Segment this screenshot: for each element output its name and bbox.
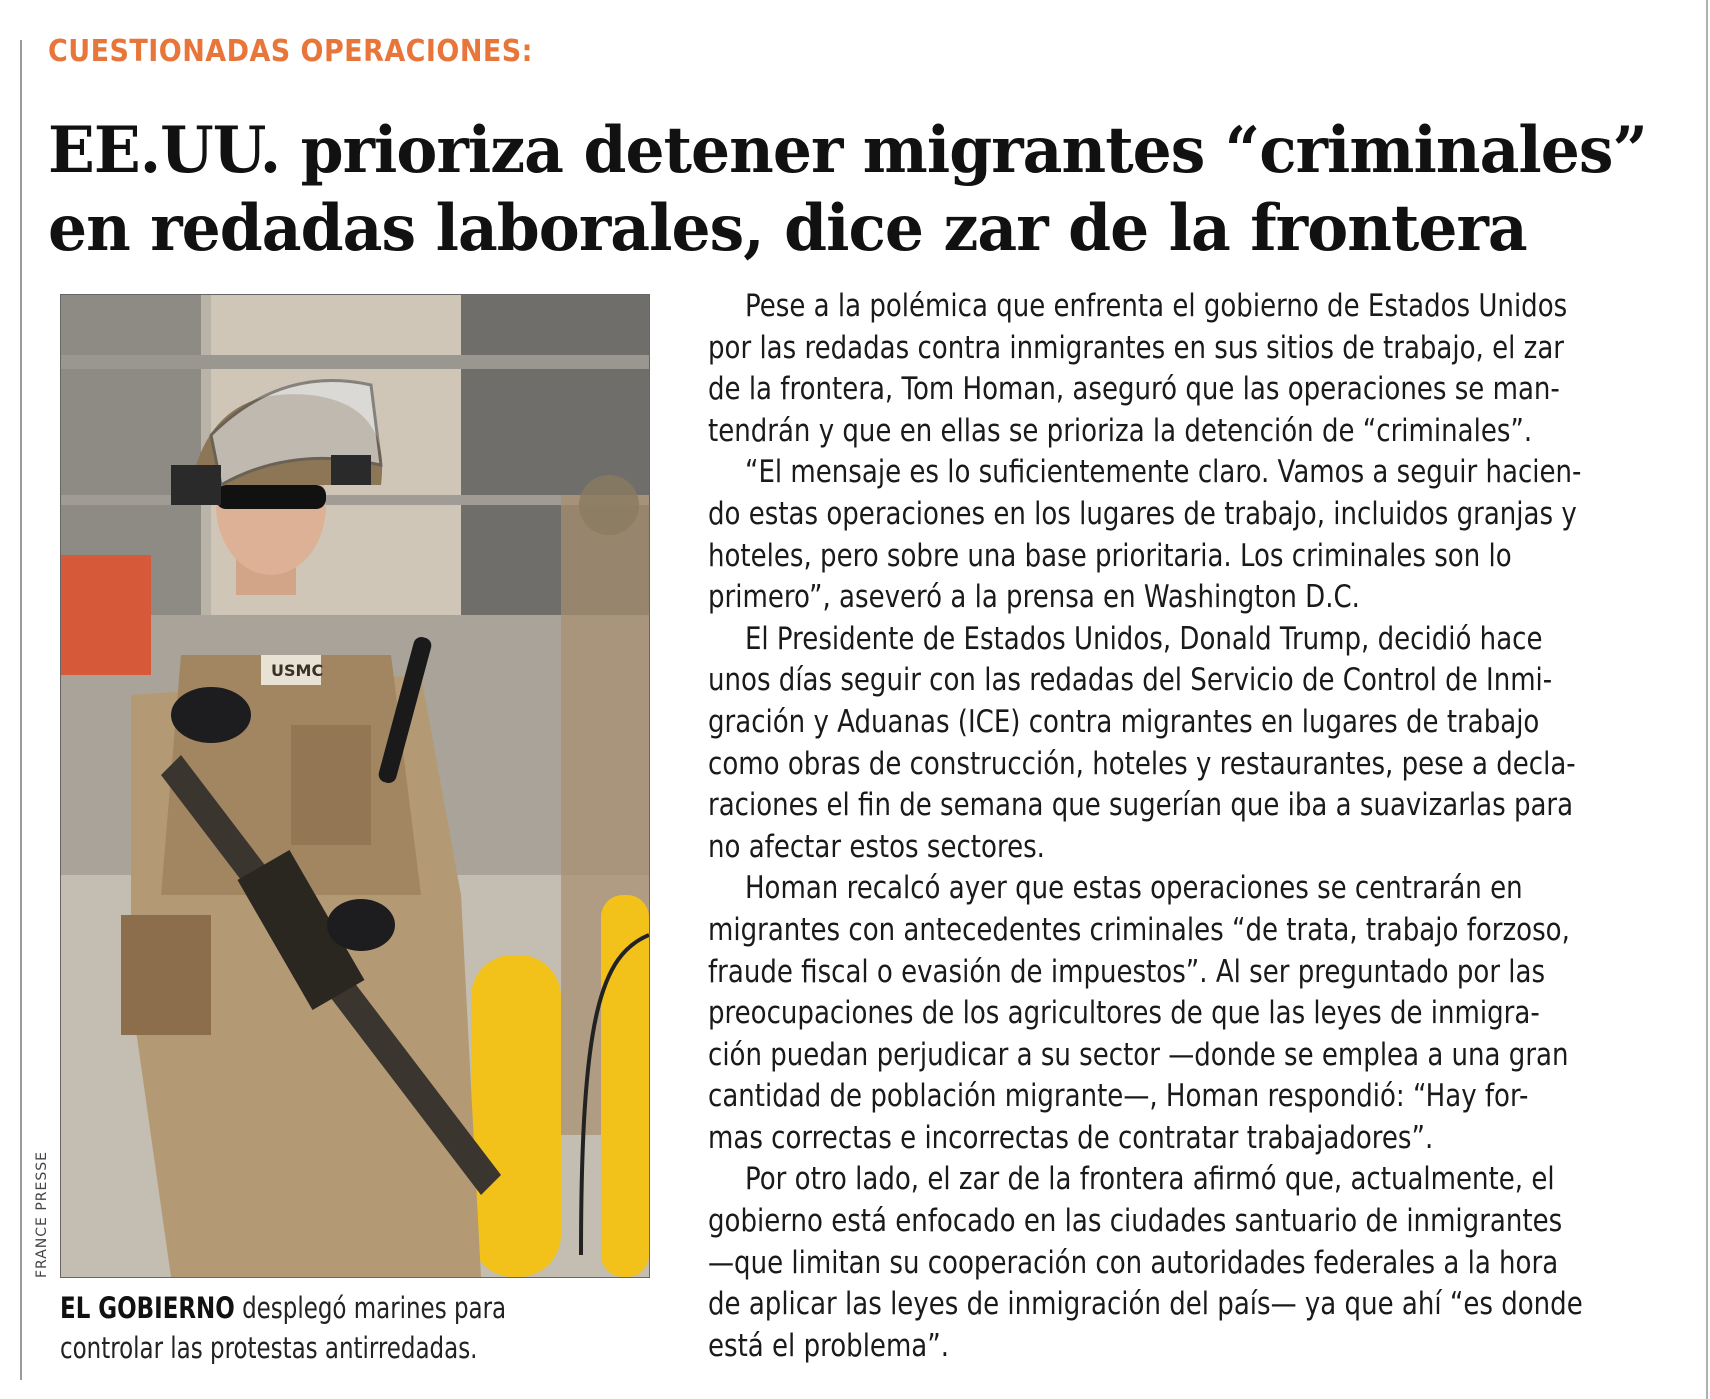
- body-line: gración y Aduanas (ICE) contra migrantes en lugares de trabajo: [708, 703, 1540, 740]
- body-line: primero”, aseveró a la prensa en Washington D.C.: [708, 579, 1360, 616]
- body-line: no afectar estos sectores.: [708, 828, 1045, 865]
- headline-line-2: en redadas laborales, dice zar de la frontera: [48, 191, 1527, 266]
- body-line: —que limitan su cooperación con autoridades federales a la hora: [708, 1244, 1559, 1281]
- body-line: hoteles, pero sobre una base prioritaria. Los criminales son lo: [708, 537, 1512, 574]
- section-kicker: CUESTIONADAS OPERACIONES:: [48, 34, 533, 69]
- article-body: [708, 286, 1688, 1367]
- body-line: de aplicar las leyes de inmigración del país— ya que ahí “es donde: [708, 1286, 1583, 1323]
- body-line: El Presidente de Estados Unidos, Donald Trump, decidió hace: [744, 620, 1543, 657]
- caption-lead: EL GOBIERNO: [60, 1291, 235, 1325]
- caption-line-1-rest: desplegó marines para: [234, 1291, 507, 1325]
- vest-patch-text: USMC: [271, 661, 324, 680]
- page-left-rule: [20, 40, 22, 1380]
- headline: [48, 112, 1648, 268]
- body-line: tendrán y que en ellas se prioriza la detención de “criminales”.: [708, 412, 1533, 449]
- photo-credit: FRANCE PRESSE: [34, 1151, 50, 1278]
- photo-caption: [60, 1288, 660, 1368]
- news-photo-marine: [60, 294, 650, 1278]
- marine-illustration: [61, 295, 649, 1277]
- body-line: por las redadas contra inmigrantes en sus sitios de trabajo, el zar: [708, 329, 1564, 366]
- body-line: como obras de construcción, hoteles y restaurantes, pese a decla-: [708, 745, 1576, 782]
- caption-line-1: [60, 1288, 588, 1328]
- caption-line-2: controlar las protestas antirredadas.: [60, 1331, 478, 1365]
- body-line: raciones el fin de semana que sugerían que iba a suavizarlas para: [708, 787, 1574, 824]
- body-line: Homan recalcó ayer que estas operaciones se centrarán en: [744, 870, 1523, 907]
- body-line: gobierno está enfocado en las ciudades santuario de inmigrantes: [708, 1203, 1563, 1240]
- body-line: preocupaciones de los agricultores de que las leyes de inmigra-: [708, 995, 1540, 1032]
- body-line: cantidad de población migrante—, Homan respondió: “Hay for-: [708, 1078, 1529, 1115]
- body-line: mas correctas e incorrectas de contratar trabajadores”.: [708, 1119, 1434, 1156]
- body-line: fraude fiscal o evasión de impuestos”. Al ser preguntado por las: [708, 953, 1546, 990]
- body-line: Por otro lado, el zar de la frontera afirmó que, actualmente, el: [744, 1161, 1555, 1198]
- headline-line-1: EE.UU. prioriza detener migrantes “criminales”: [48, 113, 1647, 188]
- body-line: está el problema”.: [708, 1327, 950, 1364]
- body-line: do estas operaciones en los lugares de trabajo, incluidos granjas y: [708, 495, 1577, 532]
- body-line: unos días seguir con las redadas del Servicio de Control de Inmi-: [708, 662, 1553, 699]
- body-line: migrantes con antecedentes criminales “de trata, trabajo forzoso,: [708, 911, 1570, 948]
- body-line: “El mensaje es lo suficientemente claro. Vamos a seguir hacien-: [744, 454, 1582, 491]
- body-line: ción puedan perjudicar a su sector —donde se emplea a una gran: [708, 1036, 1569, 1073]
- page-right-rule: [1706, 0, 1708, 1399]
- body-line: Pese a la polémica que enfrenta el gobierno de Estados Unidos: [744, 288, 1568, 324]
- body-line: de la frontera, Tom Homan, aseguró que las operaciones se man-: [708, 371, 1560, 408]
